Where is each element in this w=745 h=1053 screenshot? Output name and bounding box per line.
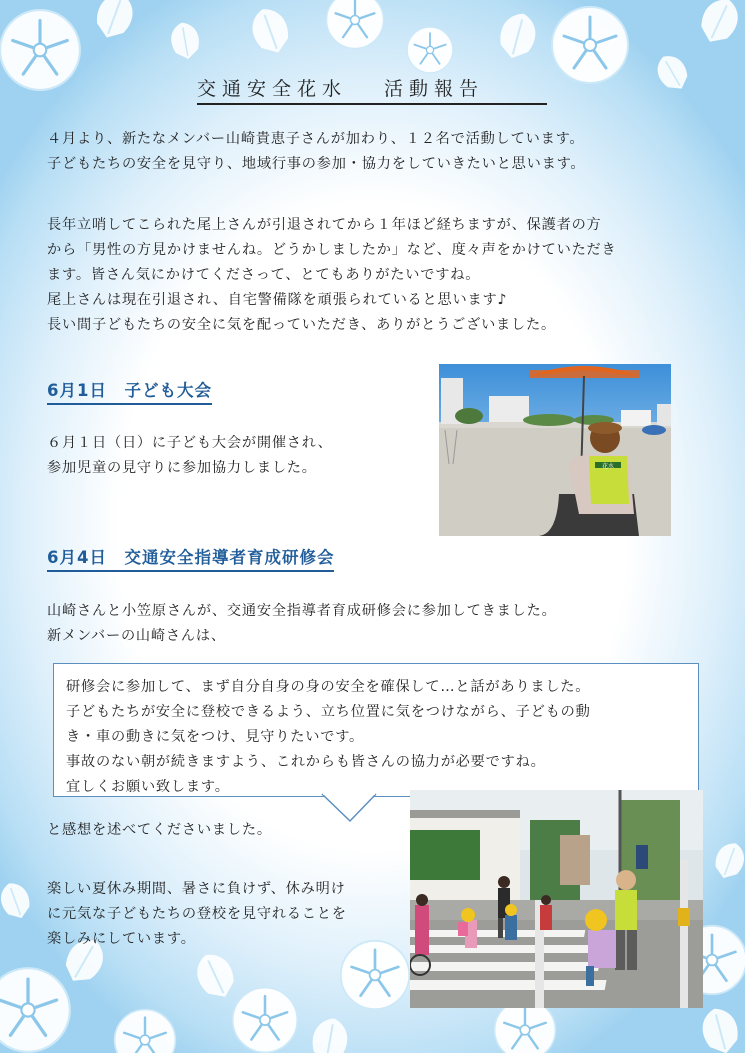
children-event-paragraph (47, 431, 333, 481)
quote-line: き・車の動きに気をつけ、見守りたいです。 (66, 729, 365, 745)
quote-line: 子どもたちが安全に登校できるよう、立ち位置に気をつけながら、子どもの動 (66, 704, 591, 720)
intro-line: 子どもたちの安全を見守り、地域行事の参加・協力をしていきたいと思います。 (47, 156, 586, 172)
section-heading-children-event: 6月1日 子ども大会 (47, 377, 212, 405)
training-line: 山崎さんと小笠原さんが、交通安全指導者育成研修会に参加してきました。 (47, 603, 557, 619)
retirement-line: 尾上さんは現在引退され、自宅警備隊を頑張られていると思います♪ (47, 292, 508, 308)
intro-paragraph (47, 127, 585, 177)
retirement-paragraph (47, 213, 617, 338)
retirement-line: 長年立哨してこられた尾上さんが引退されてから１年ほど経ちますが、保護者の方 (47, 217, 602, 233)
after-quote-paragraph (47, 818, 272, 843)
speech-bubble (53, 663, 699, 797)
speech-bubble-tail (320, 793, 380, 823)
children-event-photo (439, 364, 671, 536)
retirement-line: から「男性の方見かけませんね。どうかしましたか」など、度々声をかけていただき (47, 242, 617, 258)
page-title: 交通安全花水 活動報告 (197, 74, 547, 105)
quote-line: 事故のない朝が続きますよう、これからも皆さんの協力が必要ですね。 (66, 754, 546, 770)
training-paragraph (47, 599, 557, 649)
closing-line: 楽しみにしています。 (47, 931, 196, 947)
intro-line: ４月より、新たなメンバー山崎貴恵子さんが加わり、１２名で活動しています。 (47, 131, 585, 147)
retirement-line: ます。皆さん気にかけてくださって、とてもありがたいですね。 (47, 267, 481, 283)
closing-line: 楽しい夏休み期間、暑さに負けず、休み明け (47, 881, 346, 897)
section-heading-training: 6月4日 交通安全指導者育成研修会 (47, 544, 334, 572)
training-line: 新メンバーの山崎さんは、 (47, 628, 226, 644)
closing-paragraph (47, 877, 347, 952)
quote-line: 研修会に参加して、まず自分自身の身の安全を確保して…と話がありました。 (66, 679, 591, 695)
after-quote-line: と感想を述べてくださいました。 (47, 822, 272, 838)
quote-text (66, 675, 591, 800)
closing-line: に元気な子どもたちの登校を見守れることを (47, 906, 347, 922)
crosswalk-photo (410, 790, 703, 1008)
children-event-line: ６月１日（日）に子ども大会が開催され、 (47, 435, 333, 451)
retirement-line: 長い間子どもたちの安全に気を配っていただき、ありがとうございました。 (47, 317, 557, 333)
vest-sign-text: 花水 (602, 463, 615, 470)
children-event-line: 参加児童の見守りに参加協力しました。 (47, 460, 317, 476)
quote-line: 宜しくお願い致します。 (66, 779, 230, 795)
